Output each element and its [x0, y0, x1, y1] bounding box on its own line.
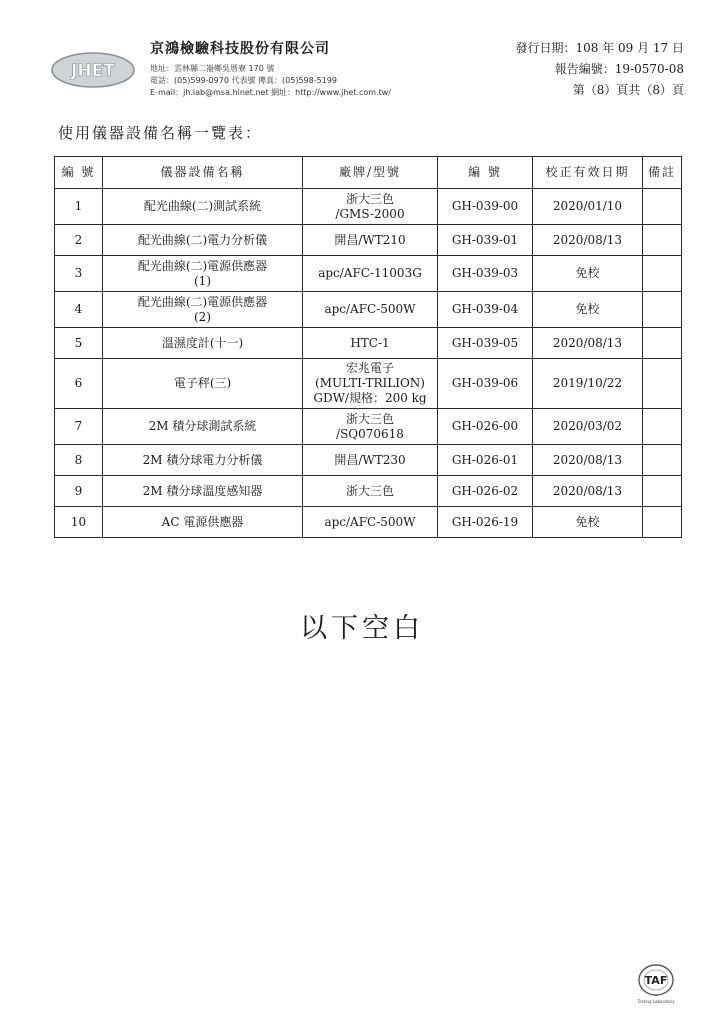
blank-below-note: 以下空白	[300, 613, 424, 644]
cell-number: 8	[55, 445, 103, 476]
company-info	[150, 38, 391, 99]
cell-remarks	[643, 445, 682, 476]
cell-code: GH-026-02	[438, 476, 533, 507]
cell-brand-model	[303, 476, 438, 507]
cell-brand-model	[303, 409, 438, 445]
cell-brand-model-line: GDW/規格：200 kg	[313, 391, 427, 405]
cell-brand-model-line: apc/AFC-11003G	[318, 266, 422, 280]
company-logo	[50, 50, 136, 90]
header-cell-remarks: 備註	[643, 157, 682, 189]
cell-equipment-name	[103, 507, 303, 538]
cell-brand-model	[303, 507, 438, 538]
header-cell-brand-model: 廠牌/型號	[303, 157, 438, 189]
taf-accreditation-logo	[636, 961, 676, 1011]
cell-brand-model	[303, 292, 438, 328]
cell-number: 9	[55, 476, 103, 507]
cell-number: 3	[55, 256, 103, 292]
equipment-table	[54, 156, 682, 538]
cell-equipment-name-line: 溫濕度計(十一)	[161, 335, 244, 350]
cell-remarks	[643, 359, 682, 409]
company-contact: E-mail：jh.lab@msa.hinet.net 網址：http://www.jhet.com.tw/	[150, 88, 392, 97]
taf-logo-text: TAF	[644, 974, 668, 987]
table-row	[55, 507, 682, 538]
cell-remarks	[643, 189, 682, 225]
cell-brand-model	[303, 359, 438, 409]
cell-equipment-name	[103, 225, 303, 256]
cell-equipment-name-line: 配光曲線(二)電源供應器	[137, 294, 268, 309]
cell-brand-model	[303, 189, 438, 225]
header-cell-equipment-name: 儀器設備名稱	[103, 157, 303, 189]
cell-code: GH-026-19	[438, 507, 533, 538]
cell-calibration-date: 免校	[533, 507, 643, 538]
cell-brand-model	[303, 225, 438, 256]
section-title: 使用儀器設備名稱一覽表：	[58, 124, 263, 142]
report-meta	[515, 38, 684, 101]
cell-brand-model-line: 開昌/WT210	[334, 232, 406, 247]
cell-code: GH-039-05	[438, 328, 533, 359]
cell-number: 7	[55, 409, 103, 445]
header-cell-code: 編 號	[438, 157, 533, 189]
cell-brand-model-line: /GMS-2000	[335, 206, 405, 221]
company-address: 地址：雲林縣二崙鄉吳厝寮 170 號	[150, 64, 275, 73]
cell-number: 5	[55, 328, 103, 359]
issue-date: 發行日期：108 年 09 月 17 日	[515, 41, 684, 55]
cell-equipment-name-line: 2M 積分球測試系統	[148, 419, 257, 433]
cell-number: 1	[55, 189, 103, 225]
cell-equipment-name	[103, 445, 303, 476]
cell-equipment-name-line: 配光曲線(二)電力分析儀	[137, 232, 268, 247]
cell-calibration-date: 2020/08/13	[533, 476, 643, 507]
cell-brand-model-line: 浙大三色	[345, 411, 394, 426]
cell-equipment-name-line: 配光曲線(二)測試系統	[143, 199, 262, 213]
cell-calibration-date: 2020/01/10	[533, 189, 643, 225]
cell-brand-model-line: 浙大三色	[345, 191, 394, 206]
cell-number: 10	[55, 507, 103, 538]
cell-equipment-name-line: 2M 積分球電力分析儀	[142, 452, 263, 467]
cell-code: GH-026-00	[438, 409, 533, 445]
cell-number: 4	[55, 292, 103, 328]
cell-equipment-name-line: 2M 積分球溫度感知器	[142, 483, 263, 498]
cell-equipment-name	[103, 292, 303, 328]
table-row	[55, 256, 682, 292]
cell-brand-model-line: (MULTI-TRILION)	[315, 376, 425, 390]
cell-remarks	[643, 507, 682, 538]
cell-brand-model-line: 開昌/WT230	[334, 452, 406, 467]
cell-equipment-name	[103, 359, 303, 409]
table-body	[55, 189, 682, 538]
cell-remarks	[643, 409, 682, 445]
cell-calibration-date: 2020/08/13	[533, 225, 643, 256]
table-row	[55, 225, 682, 256]
cell-code: GH-039-06	[438, 359, 533, 409]
table-row	[55, 189, 682, 225]
cell-remarks	[643, 256, 682, 292]
cell-calibration-date: 2019/10/22	[533, 359, 643, 409]
table-row	[55, 445, 682, 476]
cell-equipment-name-line: (1)	[194, 273, 211, 288]
cell-equipment-name	[103, 328, 303, 359]
logo-text: JHET	[71, 61, 115, 81]
cell-brand-model-line: 宏兆電子	[345, 361, 394, 375]
table-row	[55, 476, 682, 507]
cell-equipment-name	[103, 476, 303, 507]
table-header-row	[55, 157, 682, 189]
company-phone: 電話：(05)599-0970 代表號 傳真：(05)598-5199	[150, 76, 337, 85]
cell-number: 2	[55, 225, 103, 256]
cell-remarks	[643, 225, 682, 256]
cell-code: GH-026-01	[438, 445, 533, 476]
header-cell-calibration-date: 校正有效日期	[533, 157, 643, 189]
cell-code: GH-039-00	[438, 189, 533, 225]
cell-code: GH-039-04	[438, 292, 533, 328]
report-number: 報告編號：19-0570-08	[554, 62, 684, 76]
cell-brand-model-line: 浙大三色	[345, 483, 394, 498]
table-row	[55, 409, 682, 445]
cell-brand-model	[303, 328, 438, 359]
cell-equipment-name	[103, 256, 303, 292]
cell-equipment-name-line: AC 電源供應器	[161, 514, 244, 529]
taf-caption: Testing Laboratory	[637, 999, 675, 1004]
table-row	[55, 328, 682, 359]
cell-calibration-date: 2020/08/13	[533, 445, 643, 476]
page-info: 第（8）頁共（8）頁	[572, 83, 684, 97]
cell-equipment-name-line: 配光曲線(二)電源供應器	[137, 258, 268, 273]
cell-calibration-date: 免校	[533, 256, 643, 292]
cell-brand-model	[303, 256, 438, 292]
cell-code: GH-039-03	[438, 256, 533, 292]
cell-brand-model-line: HTC-1	[350, 335, 390, 350]
cell-number: 6	[55, 359, 103, 409]
cell-equipment-name-line: (2)	[194, 309, 211, 324]
cell-code: GH-039-01	[438, 225, 533, 256]
cell-remarks	[643, 476, 682, 507]
cell-equipment-name	[103, 189, 303, 225]
cell-equipment-name	[103, 409, 303, 445]
cell-brand-model	[303, 445, 438, 476]
cell-equipment-name-line: 電子秤(三)	[173, 376, 232, 390]
header-cell-number: 編 號	[55, 157, 103, 189]
company-name: 京鴻檢驗科技股份有限公司	[150, 41, 330, 57]
table-row	[55, 359, 682, 409]
cell-remarks	[643, 292, 682, 328]
table-row	[55, 292, 682, 328]
cell-brand-model-line: /SQ070618	[336, 426, 404, 441]
cell-calibration-date: 免校	[533, 292, 643, 328]
cell-brand-model-line: apc/AFC-500W	[324, 302, 416, 316]
cell-remarks	[643, 328, 682, 359]
cell-calibration-date: 2020/03/02	[533, 409, 643, 445]
cell-calibration-date: 2020/08/13	[533, 328, 643, 359]
cell-brand-model-line: apc/AFC-500W	[324, 514, 416, 529]
